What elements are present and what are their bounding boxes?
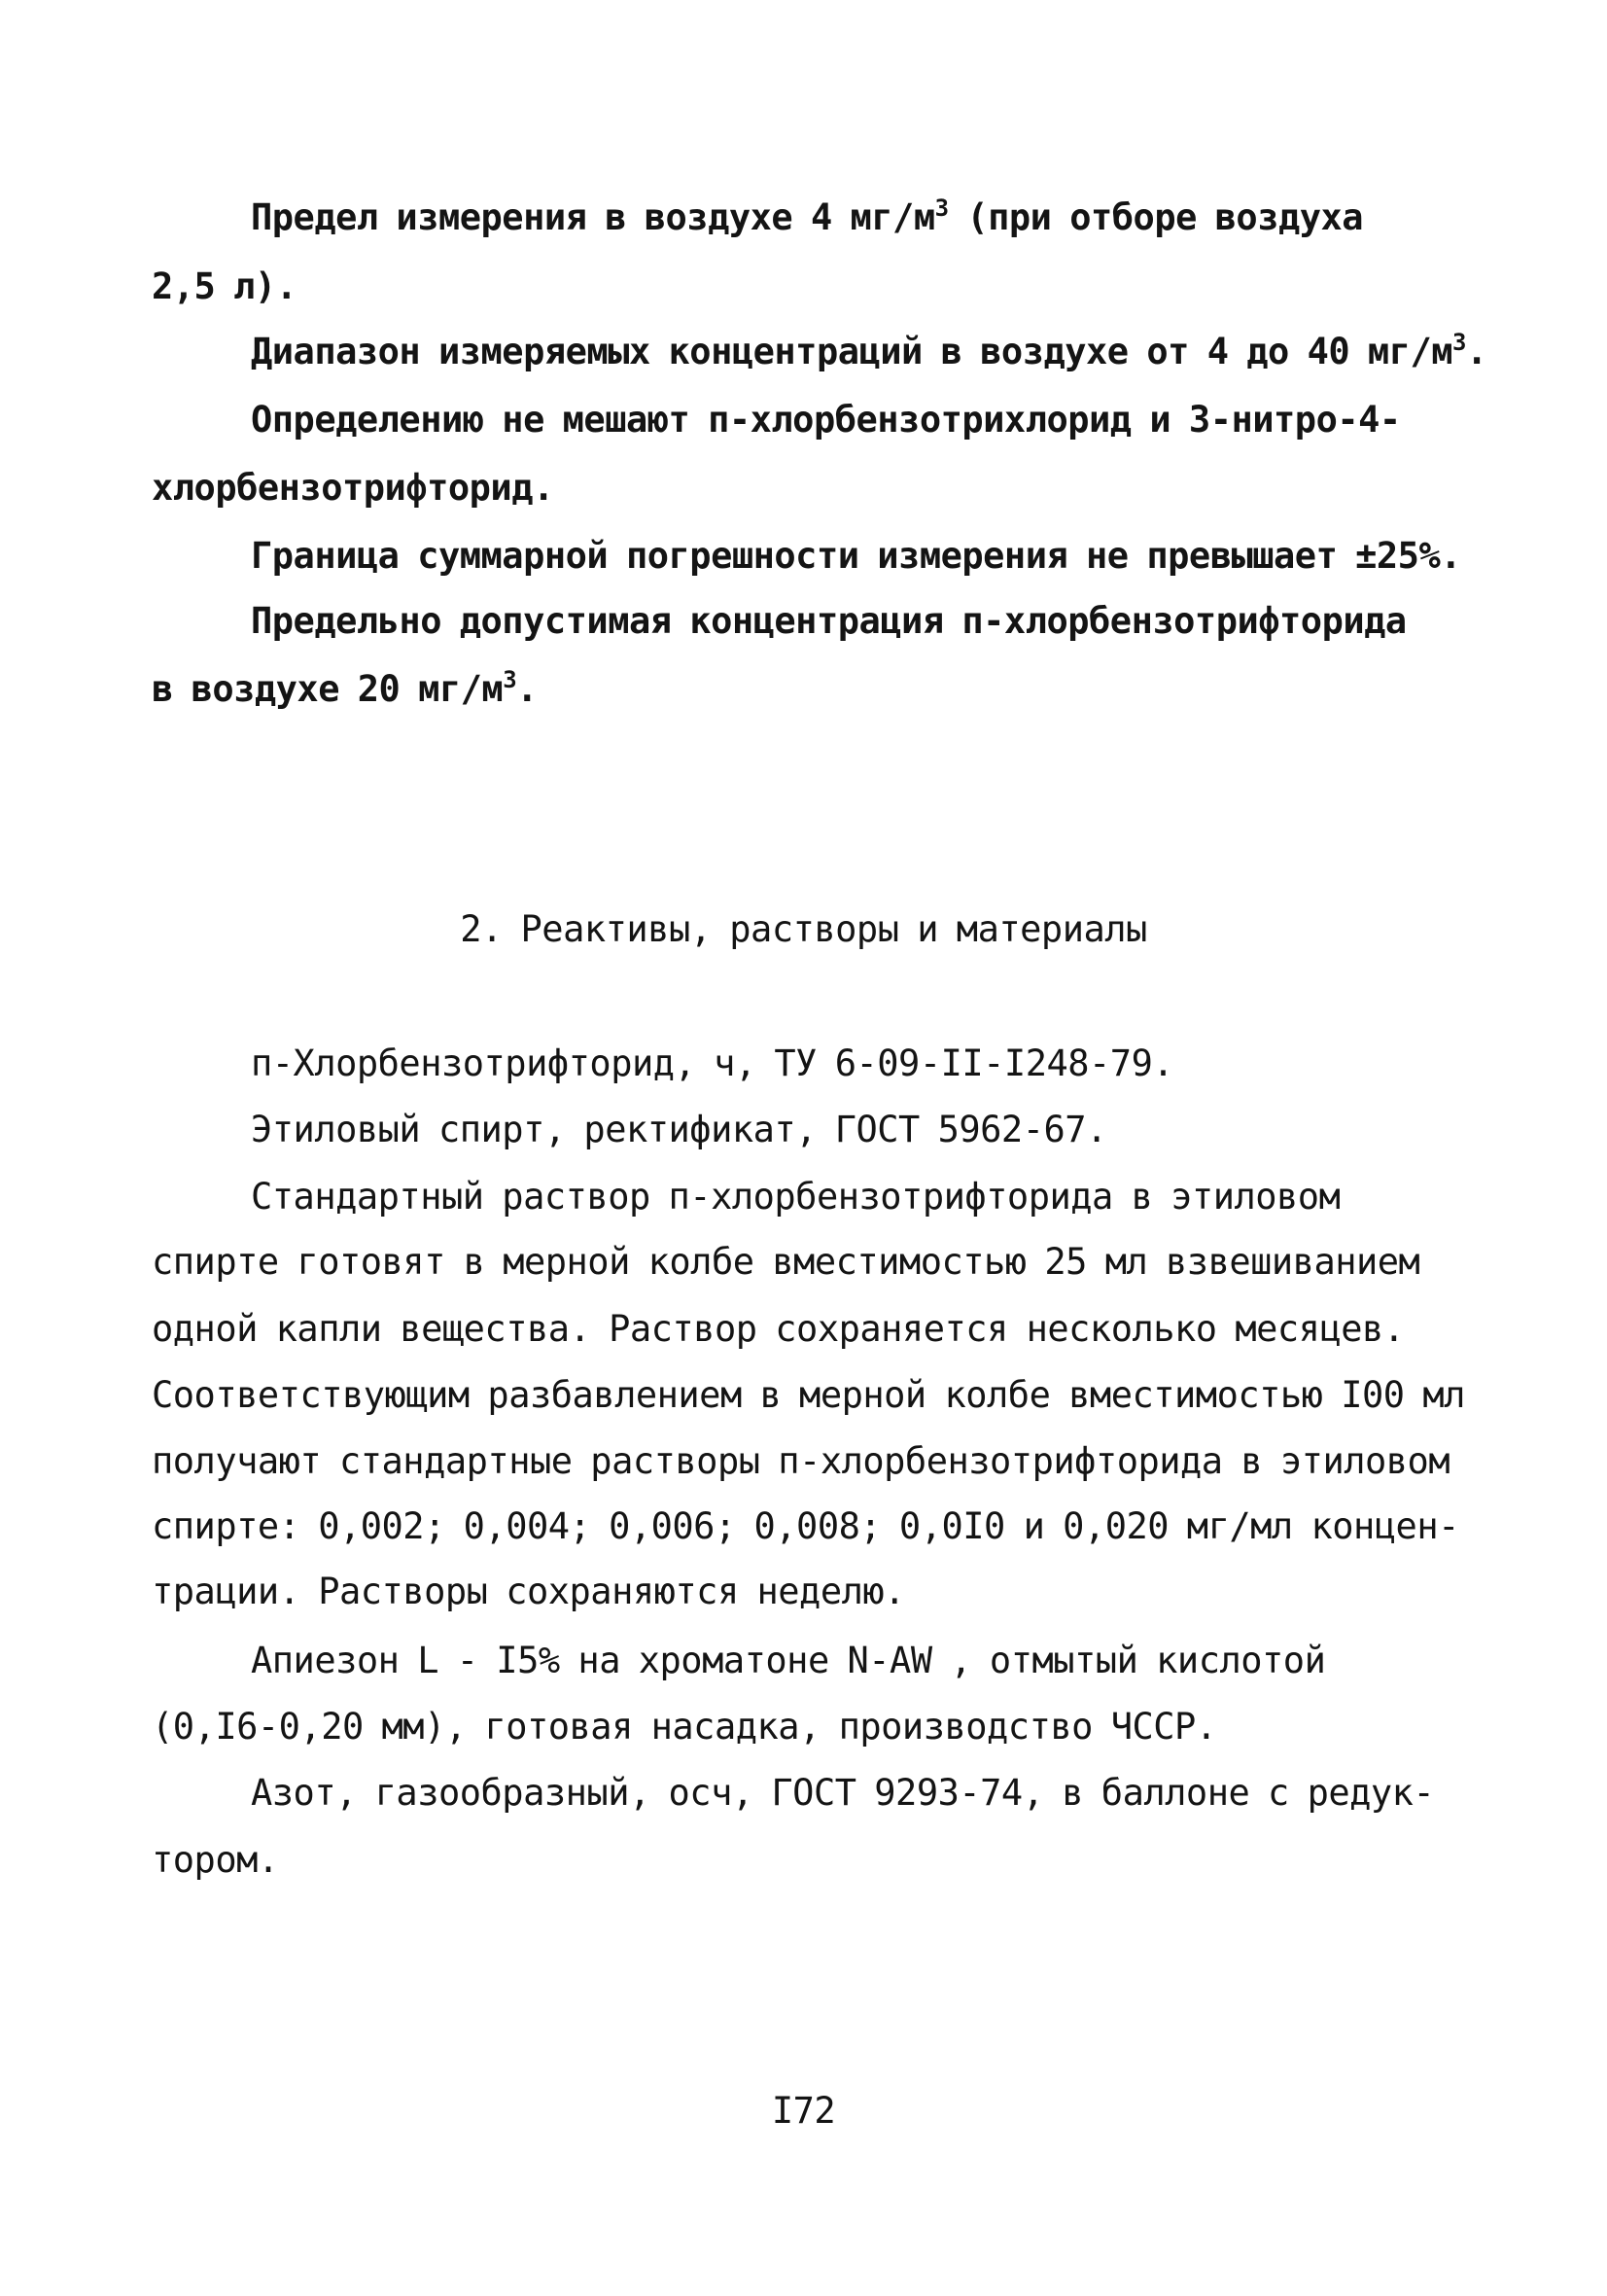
- max-concentration-text: в воздухе 20 мг/м: [152, 668, 504, 710]
- measurement-limit-line-2: 2,5 л).: [152, 265, 297, 307]
- max-concentration-end: .: [516, 668, 538, 710]
- solution-line-2: спирте готовят в мерной колбе вместимостью 25 мл взвешиванием: [152, 1241, 1420, 1283]
- error-limit-line: Граница суммарной погрешности измерения не превышает ±25%.: [251, 535, 1462, 577]
- solution-line-7: трации. Растворы сохраняются неделю.: [152, 1571, 905, 1612]
- cubic-superscript: 3: [934, 194, 949, 222]
- measurement-limit-note: (при отборе воздуха: [948, 196, 1364, 238]
- max-concentration-line-1: Предельно допустимая концентрация п-хлорбензотрифторида: [251, 600, 1407, 642]
- reagent-line-1: п-Хлорбензотрифторид, ч, ТУ 6-09-II-I248-79.: [251, 1042, 1174, 1084]
- nitrogen-line-1: Азот, газообразный, осч, ГОСТ 9293-74, в баллоне с редук-: [251, 1772, 1435, 1814]
- section-heading: 2. Реактивы, растворы и материалы: [460, 908, 1147, 950]
- concentration-range-text: Диапазон измеряемых концентраций в воздухе от 4 до 40 мг/м: [251, 331, 1453, 372]
- max-concentration-line-2: [152, 666, 538, 710]
- measurement-limit-text: Предел измерения в воздухе 4 мг/м: [251, 196, 935, 238]
- cubic-superscript: 3: [1452, 329, 1466, 356]
- page-number: I72: [771, 2090, 836, 2132]
- nitrogen-line-2: тором.: [152, 1839, 279, 1881]
- solution-line-1: Стандартный раствор п-хлорбензотрифторида в этиловом: [251, 1176, 1341, 1218]
- interference-line-1: Определению не мешают п-хлорбензотрихлорид и 3-нитро-4-: [251, 399, 1401, 441]
- solution-line-4: Соответствующим разбавлением в мерной колбе вместимостью I00 мл: [152, 1374, 1465, 1416]
- concentration-range-end: .: [1465, 331, 1487, 372]
- cubic-superscript: 3: [503, 666, 517, 693]
- solution-line-3: одной капли вещества. Раствор сохраняется несколько месяцев.: [152, 1308, 1405, 1350]
- reagent-line-2: Этиловый спирт, ректификат, ГОСТ 5962-67.: [251, 1109, 1107, 1150]
- solution-line-6: спирте: 0,002; 0,004; 0,006; 0,008; 0,0I0 и 0,020 мг/мл концен-: [152, 1505, 1459, 1547]
- measurement-limit-line-1: [251, 194, 1364, 238]
- apiezon-line-1: Апиезон L - I5% на хроматоне N-AW , отмытый кислотой: [251, 1640, 1326, 1681]
- concentration-range-line: [251, 329, 1487, 372]
- interference-line-2: хлорбензотрифторид.: [152, 467, 554, 509]
- apiezon-line-2: (0,I6-0,20 мм), готовая насадка, производство ЧССР.: [152, 1706, 1217, 1748]
- solution-line-5: получают стандартные растворы п-хлорбензотрифторида в этиловом: [152, 1440, 1450, 1482]
